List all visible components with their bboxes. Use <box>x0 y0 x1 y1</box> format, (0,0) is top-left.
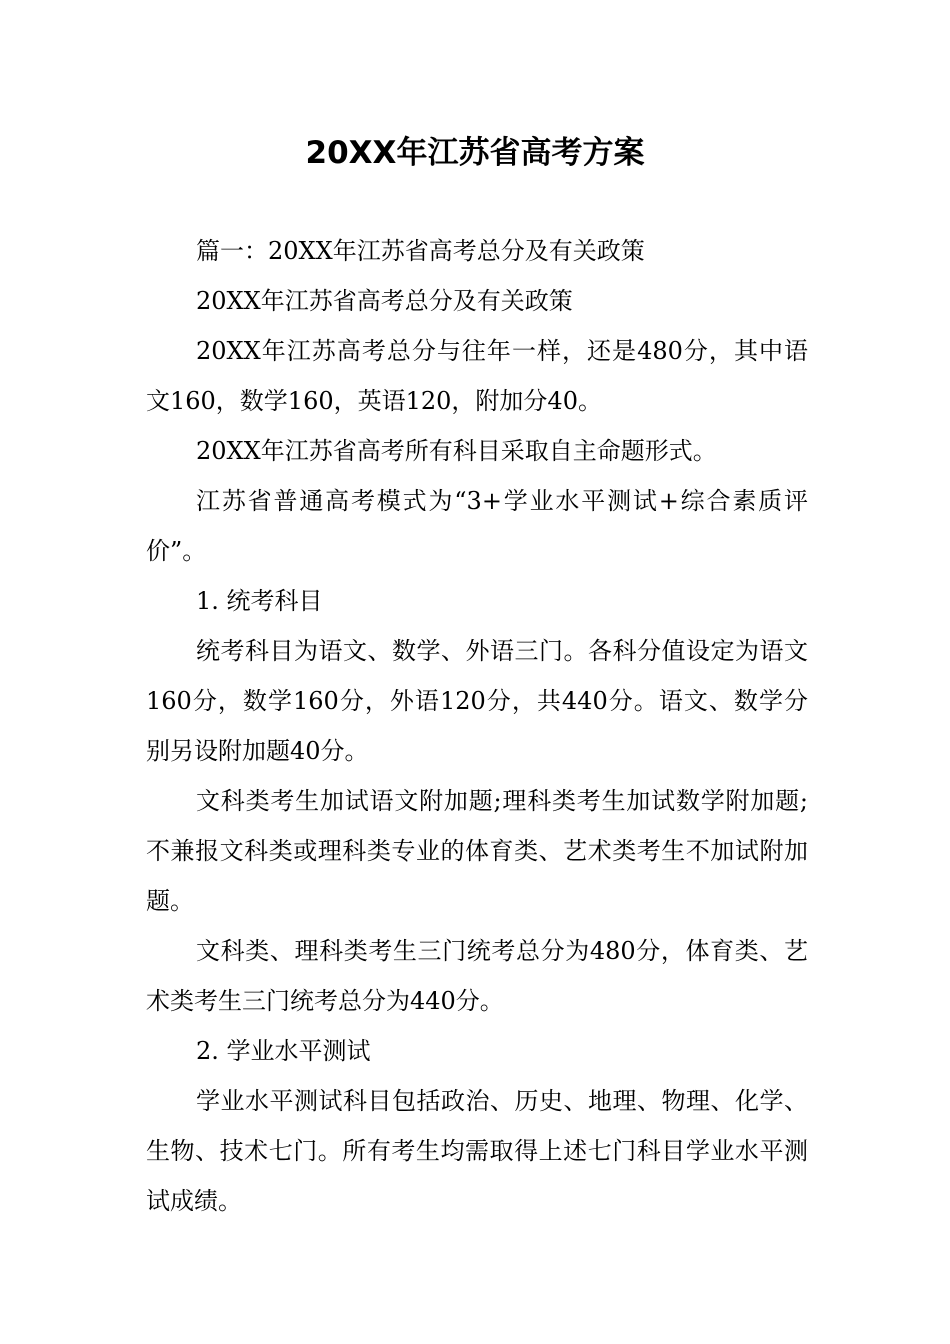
document-title: 20XX年江苏省高考方案 <box>305 135 645 171</box>
paragraph-subtitle: 20XX年江苏省高考总分及有关政策 <box>196 287 573 315</box>
heading-unified-subjects: 1. 统考科目 <box>196 587 323 615</box>
paragraph-total-score: 20XX年江苏高考总分与往年一样，还是480分，其中语文160，数学160，英语120，附加分40。 <box>146 337 808 415</box>
paragraph-self-proposition: 20XX年江苏省高考所有科目采取自主命题形式。 <box>196 437 717 465</box>
paragraph-total-by-category: 文科类、理科类考生三门统考总分为480分，体育类、艺术类考生三门统考总分为440分。 <box>146 937 808 1015</box>
heading-proficiency-test: 2. 学业水平测试 <box>196 1037 371 1065</box>
paragraph-exam-model: 江苏省普通高考模式为“3+学业水平测试+综合素质评价”。 <box>146 487 808 565</box>
paragraph-unified-subjects: 统考科目为语文、数学、外语三门。各科分值设定为语文160分，数学160分，外语120分，共440分。语文、数学分别另设附加题40分。 <box>146 637 808 765</box>
document-body <box>146 226 808 1226</box>
paragraph-proficiency-test: 学业水平测试科目包括政治、历史、地理、物理、化学、生物、技术七门。所有考生均需取得上述七门科目学业水平测试成绩。 <box>146 1087 808 1215</box>
paragraph-section-heading: 篇一：20XX年江苏省高考总分及有关政策 <box>196 237 645 265</box>
paragraph-additional-questions: 文科类考生加试语文附加题;理科类考生加试数学附加题;不兼报文科类或理科类专业的体育类、艺术类考生不加试附加题。 <box>146 787 808 915</box>
